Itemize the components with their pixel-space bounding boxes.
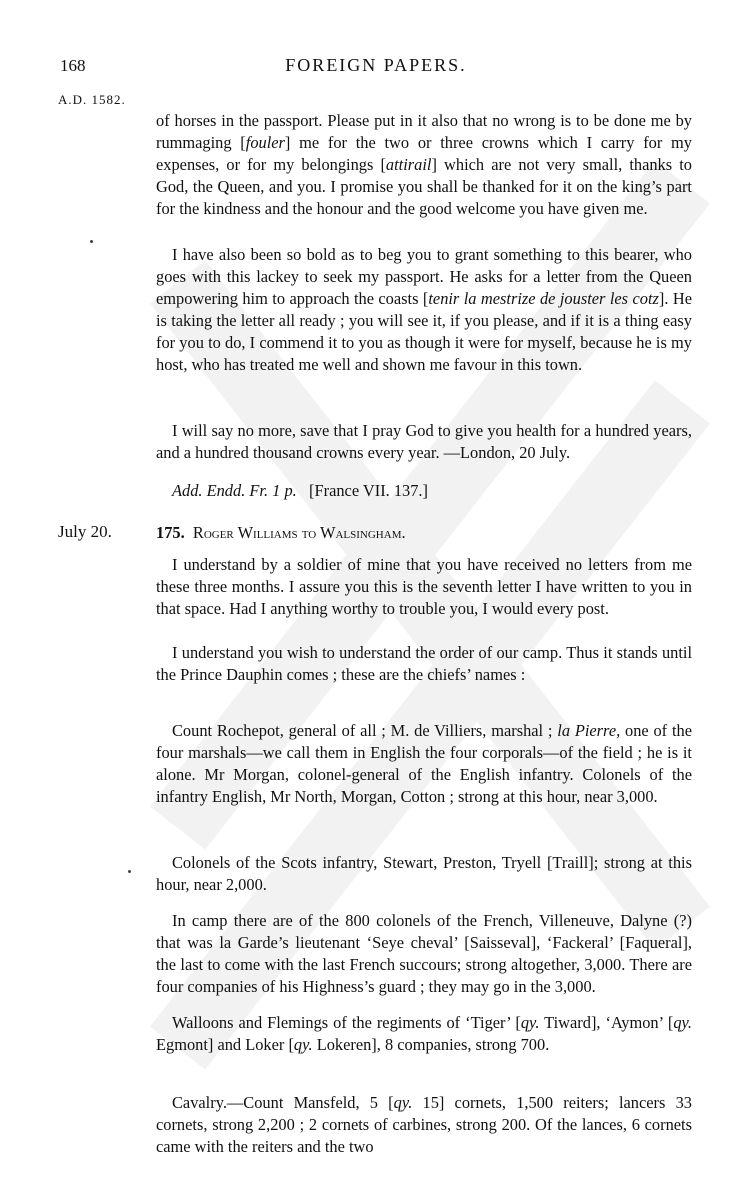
paragraph-6: Count Rochepot, general of all ; M. de Villiers, marshal ; la Pierre, one of the four marshals—we call them in English the four corporals—of the field ; he is it alone. Mr Morgan, colonel-general of the English infantry. Colonels of the infantry English, Mr North, Morgan, Cotton ; strong at this hour, near 3,000.	[156, 721, 692, 806]
paragraph-7: Colonels of the Scots infantry, Stewart, Preston, Tryell [Traill]; strong at this hour, near 2,000.	[156, 853, 692, 894]
paragraph-1: of horses in the passport. Please put in it also that no wrong is to be done me by rummaging [fouler] me for the two or three crowns which I carry for my expenses, or for my belongings [attirail] which are not very small, thanks to God, the Queen, and you. I promise you shall be thanked for it on the king’s part for the kindness and the honour and the good welcome you have given me.	[156, 111, 692, 218]
speck	[128, 870, 131, 873]
running-title: FOREIGN PAPERS.	[285, 55, 467, 75]
margin-year: A.D. 1582.	[58, 92, 126, 107]
paragraph-10: Cavalry.—Count Mansfeld, 5 [qy. 15] cornets, 1,500 reiters; lancers 33 cornets, strong 2,200 ; 2 cornets of carbines, strong 200. Of the lances, 6 cornets came with the reiters and the two	[156, 1093, 692, 1156]
paragraph-5: I understand you wish to understand the order of our camp. Thus it stands until the Prince Dauphin comes ; these are the chiefs’ names :	[156, 643, 692, 684]
entry-heading: 175. Roger Williams to Walsingham.	[156, 523, 406, 542]
paragraph-9: Walloons and Flemings of the regiments of ‘Tiger’ [qy. Tiward], ‘Aymon’ [qy. Egmont] and Loker [qy. Lokeren], 8 companies, strong 700.	[156, 1013, 692, 1054]
page-number: 168	[60, 56, 86, 75]
page-header	[60, 52, 692, 82]
paragraph-3: I will say no more, save that I pray God to give you health for a hundred years, and a hundred thousand crowns every year. —London, 20 July.	[156, 421, 692, 462]
speck	[90, 240, 93, 243]
paragraph-2: I have also been so bold as to beg you to grant something to this bearer, who goes with this lackey to seek my passport. He asks for a letter from the Queen empowering him to approach the coasts [tenir la mestrize de jouster les cotz]. He is taking the letter all ready ; you will see it, if you please, and if it is a thing easy for you to do, I commend it to you as though it were for myself, because he is my host, who has treated me well and shown me favour in this town.	[156, 245, 692, 374]
paragraph-4: I understand by a soldier of mine that you have received no letters from me these three months. I assure you this is the seventh letter I have written to you in that space. Had I anything worthy to trouble you, I would every post.	[156, 555, 692, 618]
margin-date: July 20.	[58, 522, 112, 541]
paragraph-8: In camp there are of the 800 colonels of the French, Villeneuve, Dalyne (?) that was la Garde’s lieutenant ‘Seye cheval’ [Saisseval], ‘Fackeral’ [Faqueral], the last to come with the last French succours; strong altogether, 3,000. There are four companies of his Highness’s guard ; they may go in the 3,000.	[156, 911, 692, 996]
endorsement: Add. Endd. Fr. 1 p. [France VII. 137.]	[172, 481, 428, 500]
